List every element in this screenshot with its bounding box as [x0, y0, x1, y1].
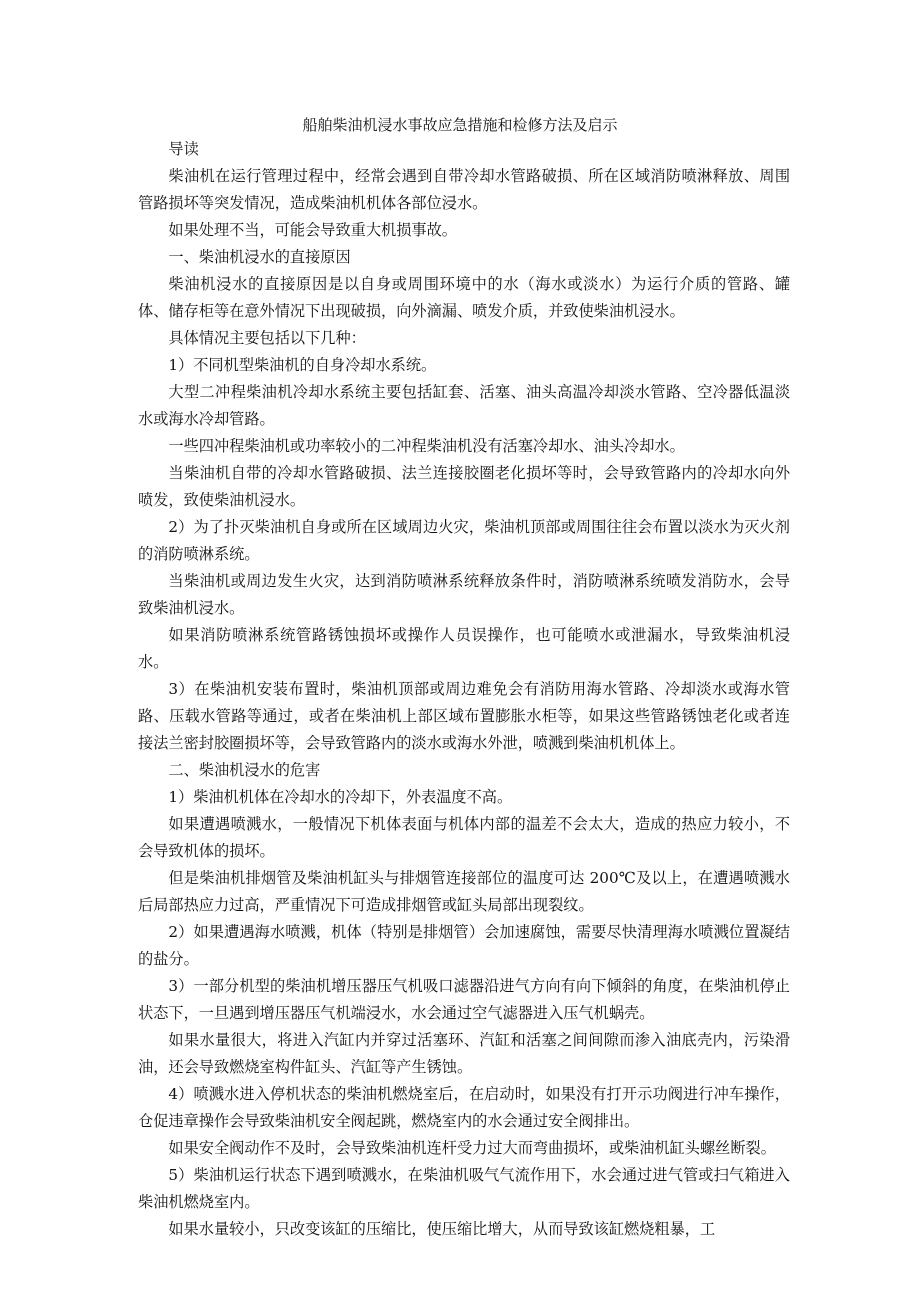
list-item: 4）喷溅水进入停机状态的柴油机燃烧室后，在启动时，如果没有打开示功阀进行冲车操作，仓促违章操作会导致柴油机安全阀起跳，燃烧室内的水会通过安全阀排出。 — [138, 1085, 790, 1130]
paragraph: 当柴油机自带的冷却水管路破损、法兰连接胶圈老化损坏等时，会导致管路内的冷却水向外喷发，致使柴油机浸水。 — [138, 464, 790, 509]
paragraph: 柴油机浸水的直接原因是以自身或周围环境中的水（海水或淡水）为运行介质的管路、罐体、储存柜等在意外情况下出现破损，向外滴漏、喷发介质，并致使柴油机浸水。 — [138, 275, 790, 320]
paragraph: 如果安全阀动作不及时，会导致柴油机连杆受力过大而弯曲损坏，或柴油机缸头螺丝断裂。 — [168, 1139, 776, 1157]
section-heading: 一、柴油机浸水的直接原因 — [168, 248, 351, 266]
list-item: 3）一部分机型的柴油机增压器压气机吸口滤器沿进气方向有向下倾斜的角度，在柴油机停止状态下，一旦遇到增压器压气机端浸水，水会通过空气滤器进入压气机蜗壳。 — [138, 977, 790, 1022]
paragraph: 如果处理不当，可能会导致重大机损事故。 — [168, 221, 457, 239]
paragraph: 如果水量较小，只改变该缸的压缩比，使压缩比增大，从而导致该缸燃烧粗暴，工 — [168, 1220, 716, 1238]
paragraph: 如果消防喷淋系统管路锈蚀损坏或操作人员误操作，也可能喷水或泄漏水，导致柴油机浸水。 — [138, 626, 790, 671]
document-title: 船舶柴油机浸水事故应急措施和检修方法及启示 — [302, 116, 618, 134]
paragraph: 大型二冲程柴油机冷却水系统主要包括缸套、活塞、油头高温冷却淡水管路、空冷器低温淡水或海水冷却管路。 — [138, 383, 790, 428]
paragraph: 当柴油机或周边发生火灾，达到消防喷淋系统释放条件时，消防喷淋系统喷发消防水，会导致柴油机浸水。 — [138, 572, 790, 617]
list-item: 2）为了扑灭柴油机自身或所在区域周边火灾，柴油机顶部或周围往往会布置以淡水为灭火剂的消防喷淋系统。 — [138, 518, 790, 563]
list-item: 1）柴油机机体在冷却水的冷却下，外表温度不高。 — [168, 788, 513, 806]
document-body — [138, 136, 790, 1243]
list-item: 5）柴油机运行状态下遇到喷溅水，在柴油机吸气气流作用下，水会通过进气管或扫气箱进入柴油机燃烧室内。 — [138, 1166, 790, 1211]
paragraph: 具体情况主要包括以下几种： — [168, 329, 366, 347]
paragraph: 如果水量很大，将进入汽缸内并穿过活塞环、汽缸和活塞之间间隙而渗入油底壳内，污染滑油，还会导致燃烧室构件缸头、汽缸等产生锈蚀。 — [138, 1031, 790, 1076]
paragraph: 但是柴油机排烟管及柴油机缸头与排烟管连接部位的温度可达 200℃及以上，在遭遇喷溅水后局部热应力过高，严重情况下可造成排烟管或缸头局部出现裂纹。 — [138, 869, 790, 914]
section-heading: 二、柴油机浸水的危害 — [168, 761, 321, 779]
paragraph-intro-heading: 导读 — [168, 140, 199, 158]
paragraph: 如果遭遇喷溅水，一般情况下机体表面与机体内部的温差不会太大，造成的热应力较小，不会导致机体的损坏。 — [138, 815, 790, 860]
paragraph: 柴油机在运行管理过程中，经常会遇到自带冷却水管路破损、所在区域消防喷淋释放、周围管路损坏等突发情况，造成柴油机机体各部位浸水。 — [138, 167, 790, 212]
list-item: 3）在柴油机安装布置时，柴油机顶部或周边难免会有消防用海水管路、冷却淡水或海水管路、压载水管路等通过，或者在柴油机上部区域布置膨胀水柜等，如果这些管路锈蚀老化或者连接法兰密封胶圈损坏等，会导致管路内的淡水或海水外泄，喷溅到柴油机机体上。 — [138, 680, 790, 752]
paragraph: 一些四冲程柴油机或功率较小的二冲程柴油机没有活塞冷却水、油头冷却水。 — [168, 437, 685, 455]
list-item: 1）不同机型柴油机的自身冷却水系统。 — [168, 356, 437, 374]
list-item: 2）如果遭遇海水喷溅，机体（特别是排烟管）会加速腐蚀，需要尽快清理海水喷溅位置凝结的盐分。 — [138, 923, 790, 968]
